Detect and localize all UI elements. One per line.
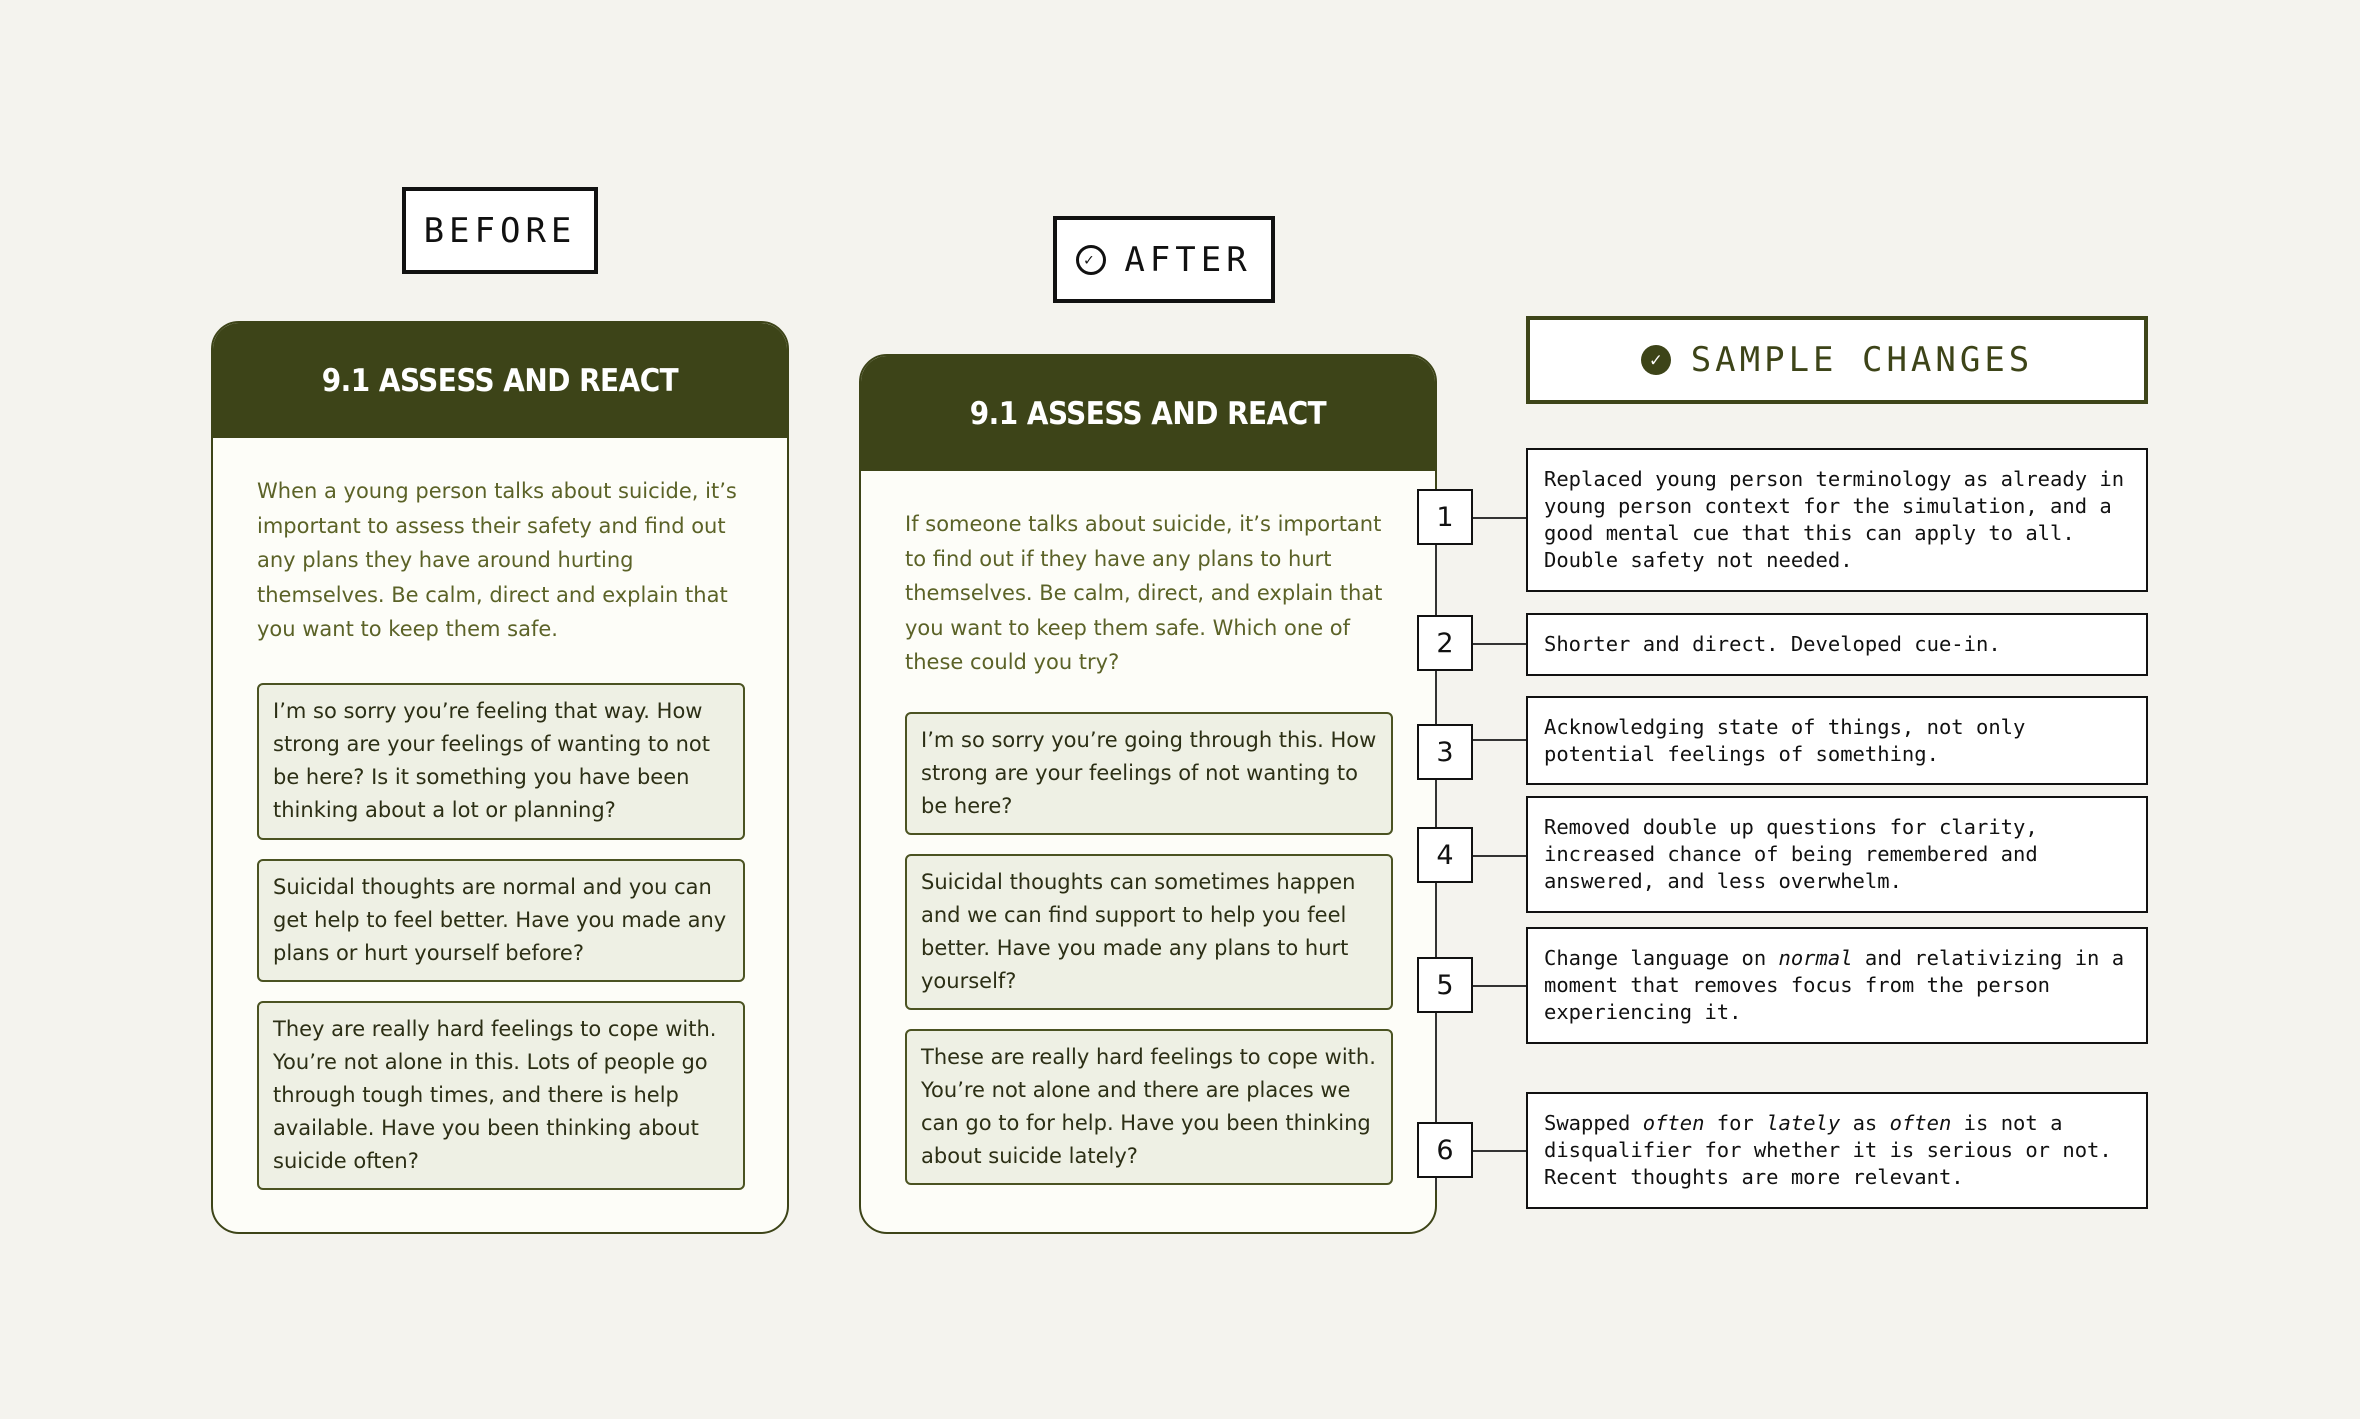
before-card-header [213,323,787,438]
before-card-intro: When a young person talks about suicide, it’s important to assess their safety and find out any plans they have around hurting themselves. Be calm, direct and explain that you want to keep them safe. [257,479,737,641]
before-card [211,321,789,1234]
connector-6 [1473,1150,1526,1152]
after-card-intro: If someone talks about suicide, it’s important to find out if they have any plans to hurt themselves. Be calm, direct, and explain that you want to keep them safe. Which one of these could you try? [905,512,1383,674]
check-circle-icon: ✓ [1076,245,1106,275]
change-note-2 [1526,613,2148,676]
before-label-text: BEFORE [423,210,577,251]
change-note-6 [1526,1092,2148,1209]
change-marker-1: 1 [1417,489,1473,545]
before-option-1[interactable]: I’m so sorry you’re feeling that way. How strong are your feelings of wanting to not be here? Is it something you have been thinking about a lot or planning? [257,683,745,840]
after-card-header [861,356,1435,471]
change-marker-6: 6 [1417,1122,1473,1178]
change-note-5 [1526,927,2148,1044]
check-circle-filled-icon: ✓ [1641,345,1671,375]
change-note-3-text: Acknowledging state of things, not only potential feelings of something. [1544,714,2026,766]
change-note-2-text: Shorter and direct. Developed cue-in. [1544,632,2001,656]
change-note-6-text: Swapped often for lately as often is not a disqualifier for whether it is serious or not. Recent thoughts are more relevant. [1544,1111,2112,1189]
before-card-title: 9.1 ASSESS AND REACT [321,362,679,399]
connector-1 [1473,517,1526,519]
change-note-5-text: Change language on normal and relativizing in a moment that removes focus from the person experiencing it. [1544,946,2125,1024]
change-marker-4: 4 [1417,827,1473,883]
change-note-1 [1526,448,2148,592]
sample-changes-title: SAMPLE CHANGES [1690,340,2034,380]
change-note-4 [1526,796,2148,913]
before-option-3[interactable]: They are really hard feelings to cope with. You’re not alone in this. Lots of people go through tough times, and there is help available. Have you been thinking about suicide often? [257,1001,745,1190]
connector-2 [1473,643,1526,645]
after-option-2[interactable]: Suicidal thoughts can sometimes happen and we can find support to help you feel better. Have you made any plans to hurt yourself? [905,854,1393,1010]
change-note-4-text: Removed double up questions for clarity, increased chance of being remembered and answered, and less overwhelm. [1544,815,2038,893]
after-option-3[interactable]: These are really hard feelings to cope with. You’re not alone and there are places we can go to for help. Have you been thinking about suicide lately? [905,1029,1393,1185]
change-marker-3: 3 [1417,724,1473,780]
change-marker-2: 2 [1417,615,1473,671]
after-option-1[interactable]: I’m so sorry you’re going through this. How strong are your feelings of not wanting to be here? [905,712,1393,835]
after-card [859,354,1437,1234]
change-marker-5: 5 [1417,957,1473,1013]
sample-changes-header [1526,316,2148,404]
change-note-3 [1526,696,2148,785]
after-label-text: AFTER [1124,239,1252,280]
after-card-title: 9.1 ASSESS AND REACT [969,395,1327,432]
connector-3 [1473,739,1526,741]
connector-5 [1473,985,1526,987]
connector-4 [1473,855,1526,857]
after-label [1053,216,1275,303]
before-option-2[interactable]: Suicidal thoughts are normal and you can get help to feel better. Have you made any plans or hurt yourself before? [257,859,745,982]
change-note-1-text: Replaced young person terminology as already in young person context for the simulation, and a good mental cue that this can apply to all. Double safety not needed. [1544,467,2125,572]
before-label [402,187,598,274]
